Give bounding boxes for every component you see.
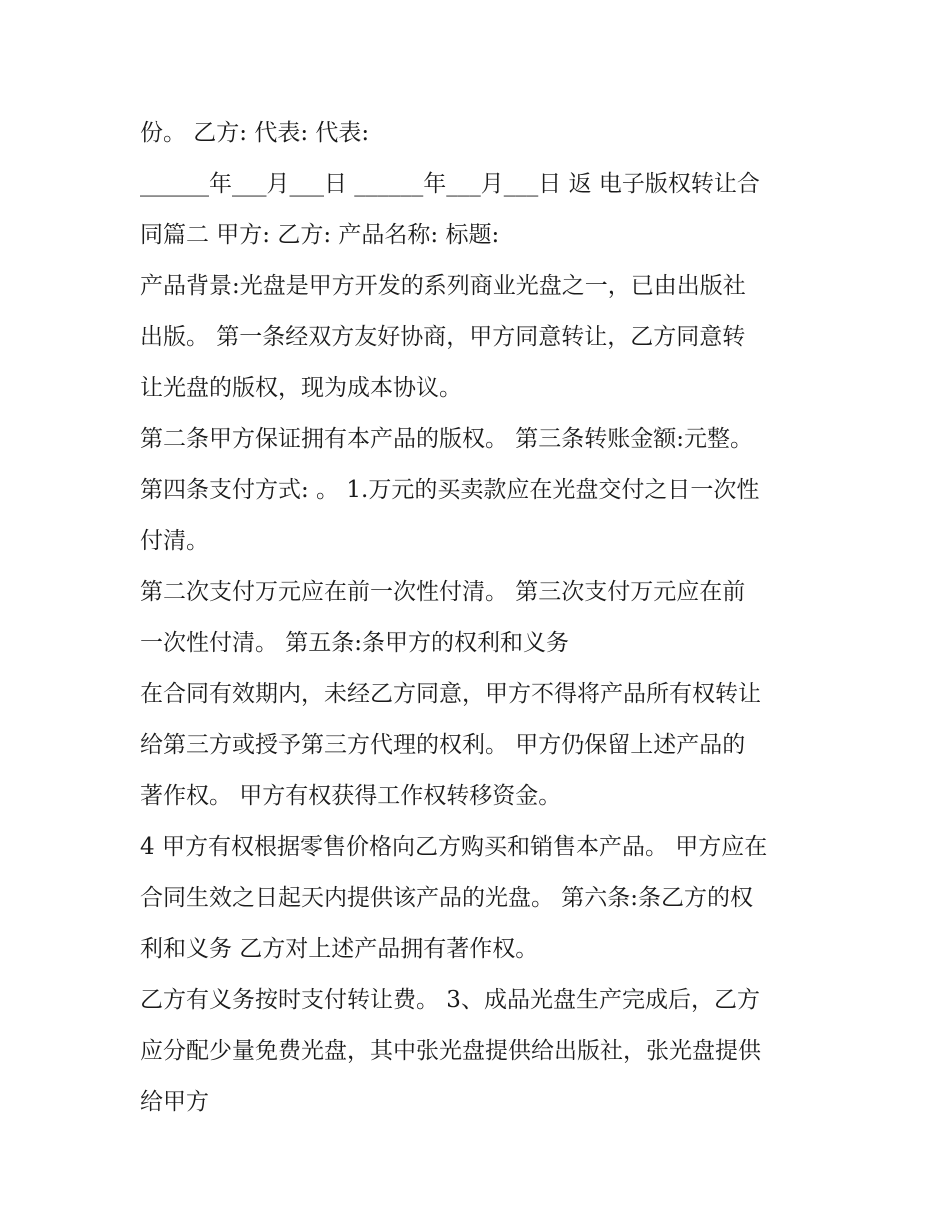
document-body (140, 108, 830, 1128)
text-line: 给甲方 (140, 1089, 209, 1115)
text-line: 第二条甲方保证拥有本产品的版权。 第三条转账金额:元整。 (140, 426, 754, 452)
text-line: 合同生效之日起天内提供该产品的光盘。 第六条:条乙方的权 (140, 885, 754, 911)
text-line: 著作权。 甲方有权获得工作权转移资金。 (140, 783, 562, 809)
text-line: 第二次支付万元应在前一次性付清。 第三次支付万元应在前 (140, 579, 746, 605)
text-line: 产品背景:光盘是甲方开发的系列商业光盘之一，已由出版社 (140, 273, 746, 299)
text-line: 让光盘的版权，现为成本协议。 (140, 375, 462, 401)
text-line: 第四条支付方式: 。 1.万元的买卖款应在光盘交付之日一次性 (140, 477, 760, 503)
text-line: 利和义务 乙方对上述产品拥有著作权。 (140, 936, 539, 962)
text-line: 4 甲方有权根据零售价格向乙方购买和销售本产品。 甲方应在 (140, 834, 768, 860)
text-line: 同篇二 甲方: 乙方: 产品名称: 标题: (140, 222, 500, 248)
text-line: 给第三方或授予第三方代理的权利。 甲方仍保留上述产品的 (140, 732, 746, 758)
text-line: 乙方有义务按时支付转让费。 3、成品光盘生产完成后，乙方 (140, 987, 760, 1013)
text-line: 应分配少量免费光盘，其中张光盘提供给出版社，张光盘提供 (140, 1038, 761, 1064)
text-line: 份。 乙方: 代表: 代表: (140, 120, 370, 146)
text-line: 一次性付清。 第五条:条甲方的权利和义务 (140, 630, 570, 656)
text-line: ______年___月___日 ______年___月___日 返 电子版权转让合 (140, 171, 760, 197)
text-line: 在合同有效期内，未经乙方同意，甲方不得将产品所有权转让 (140, 681, 761, 707)
text-line: 付清。 (140, 528, 209, 554)
text-line: 出版。 第一条经双方友好协商，甲方同意转让，乙方同意转 (140, 324, 746, 350)
